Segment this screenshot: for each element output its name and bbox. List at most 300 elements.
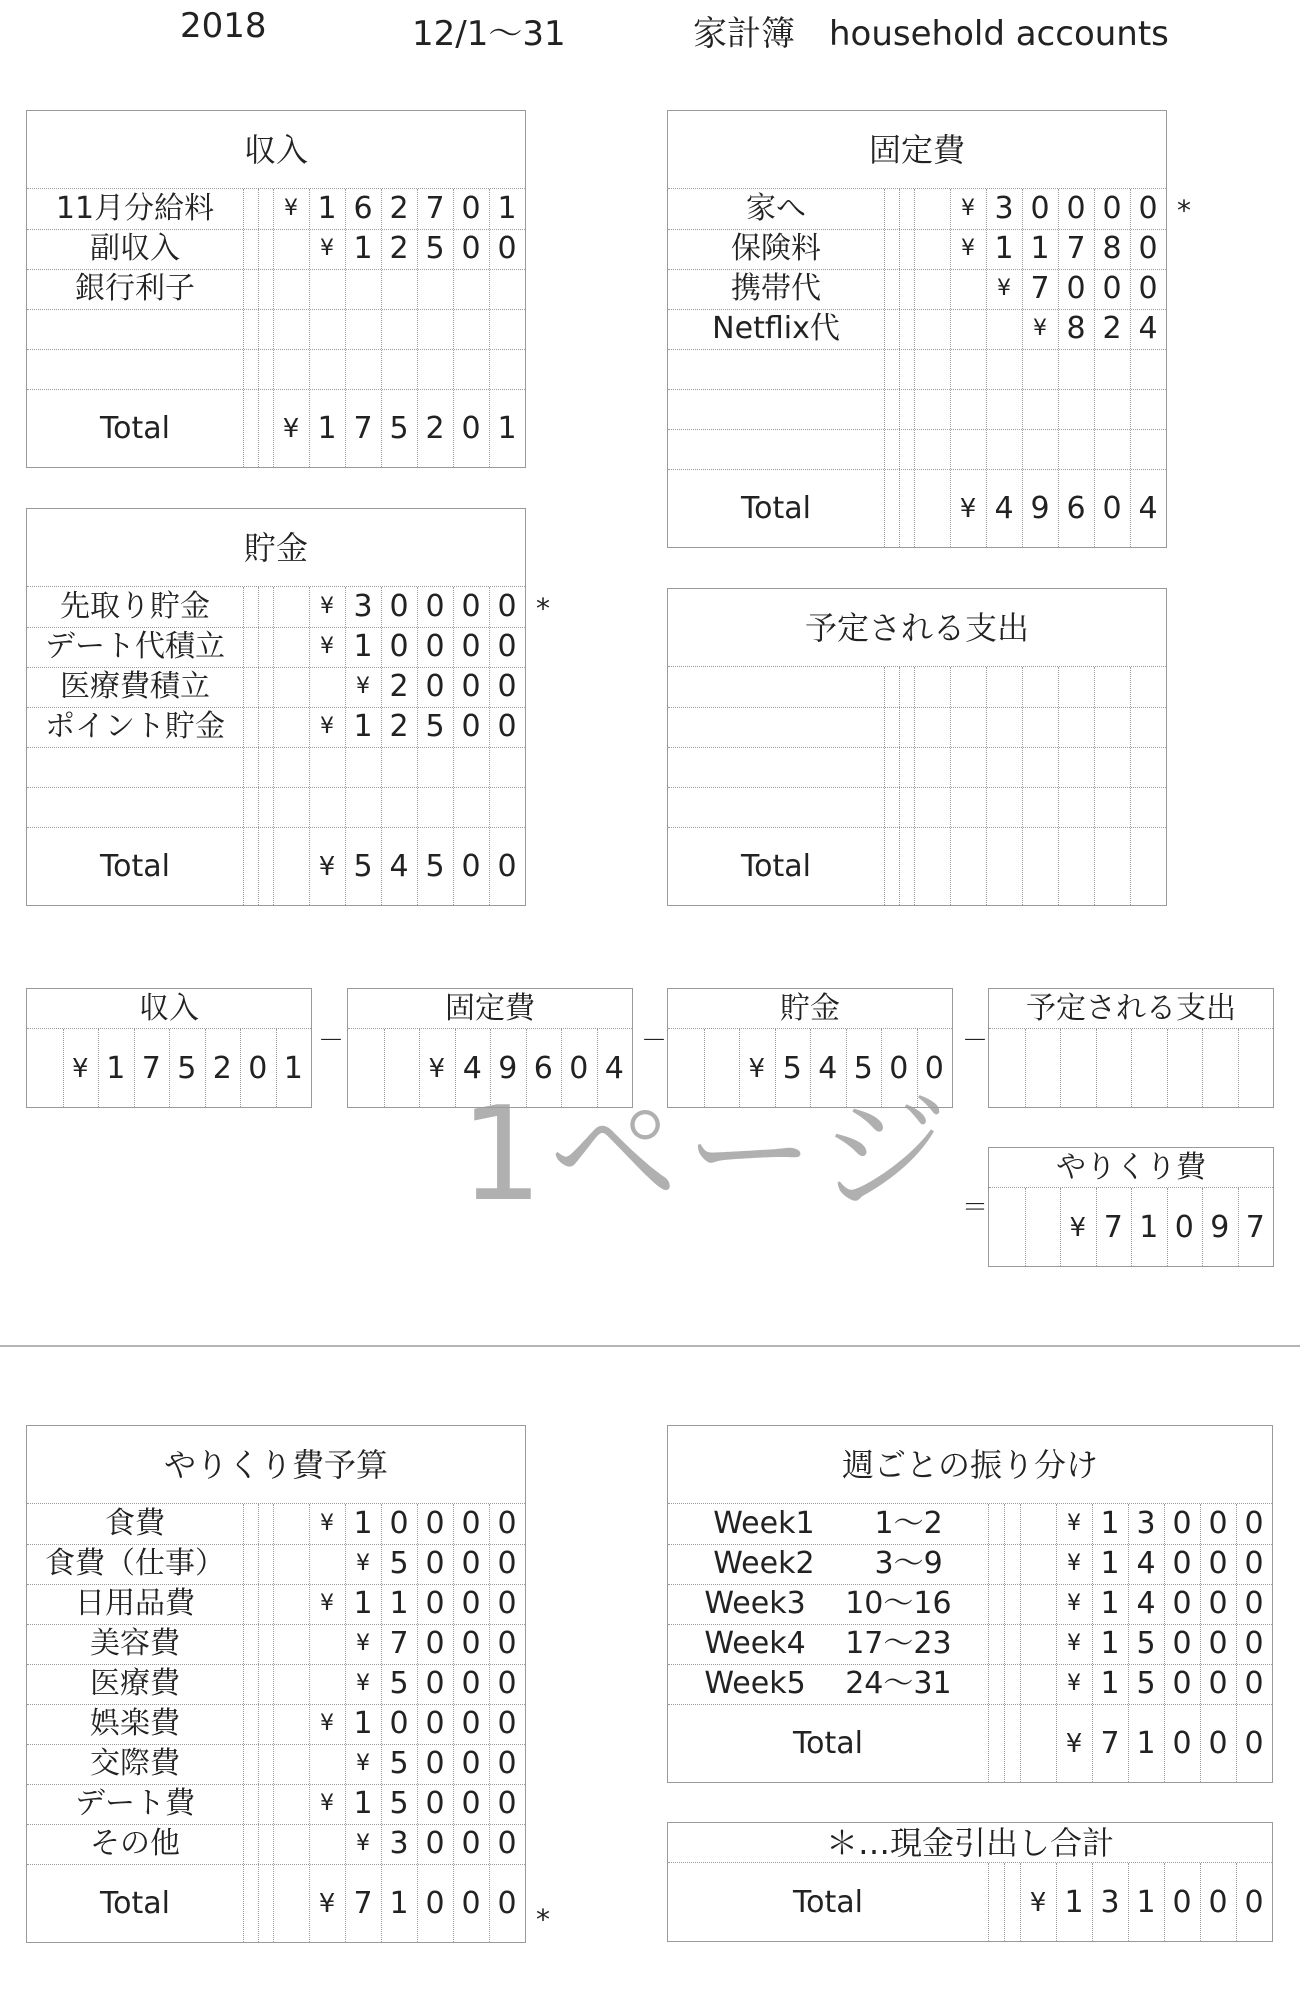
- summary-digit-cell: 4: [818, 1051, 838, 1086]
- cash-digit-cell: 0: [1244, 1885, 1264, 1920]
- planned-digit-cell: [950, 827, 986, 907]
- summary-digit-cell: ¥: [1069, 1213, 1087, 1243]
- summary-digit-cell: 4: [462, 1051, 482, 1086]
- income-digit-cell: 5: [389, 411, 409, 446]
- savings-digit-cell: [489, 787, 525, 827]
- summary-digit-cell: 5: [853, 1051, 873, 1086]
- row-label: Week2 3～9: [713, 1546, 943, 1581]
- income-digit-cell: [273, 269, 309, 309]
- row-label: その他: [90, 1826, 180, 1861]
- budget-digit-cell: [273, 1824, 309, 1864]
- planned-digit-cell: [986, 707, 1022, 747]
- fixed-digit-cell: [1130, 349, 1166, 389]
- weekly-digit-cell: 1: [1100, 1546, 1120, 1581]
- fixed-digit-cell: [1094, 349, 1130, 389]
- budget-digit-cell: 5: [389, 1546, 409, 1581]
- section-title: 週ごとの振り分け: [668, 1426, 1272, 1504]
- weekly-digit-cell: 1: [1100, 1626, 1120, 1661]
- row-label: [27, 747, 243, 787]
- budget-digit-cell: 0: [497, 1786, 517, 1821]
- budget-digit-cell: 1: [353, 1586, 373, 1621]
- fixed-digit-cell: [950, 429, 986, 469]
- budget-digit-cell: 5: [389, 1786, 409, 1821]
- savings-digit-cell: ¥: [320, 594, 334, 619]
- budget-digit-cell: ¥: [356, 1551, 370, 1576]
- savings-digit-cell: 3: [353, 589, 373, 624]
- budget-digit-cell: 0: [425, 1586, 445, 1621]
- budget-digit-cell: ¥: [356, 1671, 370, 1696]
- weekly-digit-cell: 1: [1136, 1726, 1156, 1761]
- grid-line: [258, 587, 259, 905]
- row-label: [668, 389, 884, 429]
- income-digit-cell: 1: [317, 191, 337, 226]
- summary-digit-cell: 7: [141, 1051, 161, 1086]
- minus-operator: －: [318, 1026, 345, 1056]
- row-label: Week4 17～23: [704, 1626, 952, 1661]
- row-label: 医療費積立: [60, 669, 210, 704]
- planned-digit-cell: [1094, 667, 1130, 707]
- fixed-digit-cell: 6: [1066, 491, 1086, 526]
- summary-digit-cell: [1167, 1029, 1203, 1109]
- income-digit-cell: [489, 349, 525, 389]
- budget-digit-cell: 0: [389, 1706, 409, 1741]
- budget-digit-cell: 0: [461, 1506, 481, 1541]
- section-title: 収入: [27, 111, 525, 189]
- row-label: 美容費: [90, 1626, 180, 1661]
- income-digit-cell: ¥: [284, 196, 298, 221]
- income-digit-cell: ¥: [282, 414, 300, 444]
- row-label: [668, 707, 884, 747]
- page-break-line: [0, 1345, 1300, 1347]
- summary-digit-cell: [1025, 1029, 1061, 1109]
- weekly-digit-cell: ¥: [1067, 1511, 1081, 1536]
- row-label: [27, 309, 243, 349]
- total-label: Total: [740, 849, 812, 884]
- budget-digit-cell: 0: [425, 1666, 445, 1701]
- income-digit-cell: 1: [353, 231, 373, 266]
- income-digit-cell: [345, 349, 381, 389]
- summary-digit-cell: 1: [106, 1051, 126, 1086]
- savings-digit-cell: [273, 787, 309, 827]
- summary-digit-cell: [1025, 1188, 1061, 1268]
- fixed-digit-cell: [986, 429, 1022, 469]
- fixed-digit-cell: [950, 349, 986, 389]
- section-savings: [26, 508, 526, 906]
- budget-digit-cell: [273, 1664, 309, 1704]
- fixed-digit-cell: [914, 229, 950, 269]
- row-label: 医療費: [90, 1666, 180, 1701]
- row-label: 食費: [105, 1506, 165, 1541]
- summary-digit-cell: 1: [1139, 1210, 1159, 1245]
- fixed-digit-cell: 0: [1030, 191, 1050, 226]
- fixed-digit-cell: ¥: [997, 276, 1011, 301]
- fixed-digit-cell: 4: [1138, 311, 1158, 346]
- summary-digit-cell: [989, 1029, 1025, 1109]
- fixed-digit-cell: 7: [1066, 231, 1086, 266]
- planned-digit-cell: [1022, 707, 1058, 747]
- income-digit-cell: [273, 309, 309, 349]
- fixed-digit-cell: 0: [1138, 191, 1158, 226]
- savings-digit-cell: 5: [353, 849, 373, 884]
- fixed-digit-cell: 3: [994, 191, 1014, 226]
- fixed-digit-cell: [950, 309, 986, 349]
- planned-digit-cell: [1130, 827, 1166, 907]
- summary-sum-savings: [667, 988, 953, 1108]
- page-watermark: 1ページ: [460, 1078, 955, 1230]
- fixed-digit-cell: 1: [994, 231, 1014, 266]
- savings-digit-cell: ¥: [356, 674, 370, 699]
- weekly-digit-cell: 1: [1100, 1586, 1120, 1621]
- summary-title: 貯金: [668, 989, 952, 1029]
- grid-line: [1004, 1504, 1005, 1782]
- summary-sum-fixed: [347, 988, 633, 1108]
- savings-digit-cell: [273, 627, 309, 667]
- fixed-digit-cell: [914, 389, 950, 429]
- income-digit-cell: 0: [461, 231, 481, 266]
- budget-digit-cell: 0: [425, 1706, 445, 1741]
- weekly-digit-cell: 0: [1244, 1666, 1264, 1701]
- income-digit-cell: [309, 269, 345, 309]
- budget-digit-cell: 0: [461, 1706, 481, 1741]
- income-digit-cell: [309, 349, 345, 389]
- grid-line: [243, 189, 244, 467]
- section-title: ＊…現金引出し合計: [668, 1823, 1272, 1863]
- planned-digit-cell: [986, 827, 1022, 907]
- summary-digit-cell: [384, 1029, 420, 1109]
- planned-digit-cell: [1058, 827, 1094, 907]
- summary-digit-cell: 0: [248, 1051, 268, 1086]
- section-title: やりくり費予算: [27, 1426, 525, 1504]
- planned-digit-cell: [950, 667, 986, 707]
- budget-digit-cell: 0: [425, 1886, 445, 1921]
- income-digit-cell: 2: [389, 231, 409, 266]
- summary-digit-cell: 5: [782, 1051, 802, 1086]
- weekly-digit-cell: 3: [1136, 1506, 1156, 1541]
- budget-digit-cell: ¥: [320, 1791, 334, 1816]
- budget-digit-cell: 1: [389, 1886, 409, 1921]
- weekly-digit-cell: ¥: [1067, 1591, 1081, 1616]
- fixed-digit-cell: [1058, 349, 1094, 389]
- income-digit-cell: ¥: [320, 236, 334, 261]
- weekly-digit-cell: 0: [1208, 1626, 1228, 1661]
- row-label: ポイント貯金: [45, 709, 225, 744]
- cash-digit-cell: 3: [1100, 1885, 1120, 1920]
- planned-digit-cell: [914, 747, 950, 787]
- fixed-digit-cell: [1058, 389, 1094, 429]
- budget-digit-cell: 0: [461, 1586, 481, 1621]
- weekly-digit-cell: 4: [1136, 1546, 1156, 1581]
- budget-digit-cell: 0: [425, 1826, 445, 1861]
- summary-digit-cell: [1238, 1029, 1274, 1109]
- row-label: Week1 1～2: [713, 1506, 943, 1541]
- savings-digit-cell: 0: [497, 849, 517, 884]
- budget-digit-cell: 0: [461, 1546, 481, 1581]
- savings-digit-cell: [309, 667, 345, 707]
- summary-digit-cell: [704, 1029, 740, 1109]
- savings-digit-cell: 2: [389, 669, 409, 704]
- budget-digit-cell: [309, 1664, 345, 1704]
- fixed-digit-cell: 0: [1102, 191, 1122, 226]
- planned-digit-cell: [1130, 787, 1166, 827]
- savings-digit-cell: ¥: [318, 852, 336, 882]
- summary-digit-cell: [1202, 1029, 1238, 1109]
- equals-operator: ＝: [962, 1193, 989, 1223]
- header-period: 12/1～31: [412, 14, 566, 54]
- budget-digit-cell: 0: [389, 1506, 409, 1541]
- summary-digit-cell: 2: [212, 1051, 232, 1086]
- weekly-digit-cell: 0: [1208, 1506, 1228, 1541]
- row-label: 銀行利子: [75, 271, 195, 306]
- weekly-digit-cell: 1: [1100, 1506, 1120, 1541]
- budget-digit-cell: 0: [497, 1546, 517, 1581]
- budget-digit-cell: 7: [389, 1626, 409, 1661]
- total-label: Total: [740, 491, 812, 526]
- budget-digit-cell: ¥: [356, 1831, 370, 1856]
- row-label: 携帯代: [731, 271, 821, 306]
- planned-digit-cell: [914, 787, 950, 827]
- grid-line: [243, 587, 244, 905]
- savings-digit-cell: [381, 747, 417, 787]
- row-label: 家へ: [746, 191, 806, 226]
- weekly-digit-cell: 5: [1136, 1626, 1156, 1661]
- row-label: 11月分給料: [55, 191, 215, 226]
- fixed-digit-cell: 0: [1066, 191, 1086, 226]
- savings-digit-cell: 1: [353, 629, 373, 664]
- savings-digit-cell: 0: [461, 629, 481, 664]
- fixed-digit-cell: [986, 389, 1022, 429]
- fixed-digit-cell: [986, 349, 1022, 389]
- fixed-digit-cell: [914, 309, 950, 349]
- grid-line: [899, 189, 900, 547]
- fixed-digit-cell: 0: [1138, 231, 1158, 266]
- section-weekly: [667, 1425, 1273, 1783]
- income-digit-cell: [273, 349, 309, 389]
- summary-digit-cell: 9: [498, 1051, 518, 1086]
- income-digit-cell: 7: [353, 411, 373, 446]
- savings-digit-cell: 0: [497, 669, 517, 704]
- income-digit-cell: 0: [461, 191, 481, 226]
- weekly-digit-cell: 0: [1244, 1726, 1264, 1761]
- fixed-digit-cell: [1094, 429, 1130, 469]
- savings-digit-cell: 0: [461, 669, 481, 704]
- budget-digit-cell: 1: [389, 1586, 409, 1621]
- planned-digit-cell: [950, 707, 986, 747]
- savings-digit-cell: [417, 787, 453, 827]
- savings-digit-cell: [381, 787, 417, 827]
- budget-digit-cell: [309, 1624, 345, 1664]
- budget-digit-cell: [273, 1504, 309, 1544]
- weekly-digit-cell: 1: [1100, 1666, 1120, 1701]
- summary-digit-cell: 1: [283, 1051, 303, 1086]
- budget-digit-cell: 0: [461, 1826, 481, 1861]
- fixed-digit-cell: [950, 269, 986, 309]
- planned-digit-cell: [1130, 667, 1166, 707]
- summary-digit-cell: 6: [533, 1051, 553, 1086]
- weekly-digit-cell: 5: [1136, 1666, 1156, 1701]
- savings-digit-cell: 0: [461, 849, 481, 884]
- summary-digit-cell: 0: [889, 1051, 909, 1086]
- row-star-mark: *: [1177, 194, 1191, 227]
- row-label: [27, 787, 243, 827]
- fixed-digit-cell: [914, 349, 950, 389]
- row-label: 交際費: [90, 1746, 180, 1781]
- weekly-digit-cell: ¥: [1067, 1551, 1081, 1576]
- income-digit-cell: 1: [497, 191, 517, 226]
- summary-digit-cell: ¥: [428, 1054, 446, 1084]
- planned-digit-cell: [986, 667, 1022, 707]
- planned-digit-cell: [986, 747, 1022, 787]
- fixed-digit-cell: [1022, 429, 1058, 469]
- weekly-digit-cell: [1020, 1624, 1056, 1664]
- summary-digit-cell: [1060, 1029, 1096, 1109]
- income-digit-cell: [417, 309, 453, 349]
- savings-digit-cell: 0: [425, 589, 445, 624]
- summary-digit-cell: [668, 1029, 704, 1109]
- fixed-digit-cell: [986, 309, 1022, 349]
- income-digit-cell: [453, 309, 489, 349]
- income-digit-cell: 5: [425, 231, 445, 266]
- weekly-digit-cell: [1020, 1504, 1056, 1544]
- budget-digit-cell: [309, 1744, 345, 1784]
- income-digit-cell: 2: [389, 191, 409, 226]
- summary-digit-cell: [1131, 1029, 1167, 1109]
- summary-digit-cell: 0: [569, 1051, 589, 1086]
- budget-digit-cell: 0: [425, 1546, 445, 1581]
- row-label: デート費: [75, 1786, 195, 1821]
- row-label: 娯楽費: [90, 1706, 180, 1741]
- budget-digit-cell: 1: [353, 1506, 373, 1541]
- budget-digit-cell: 0: [497, 1746, 517, 1781]
- savings-digit-cell: 0: [497, 589, 517, 624]
- weekly-digit-cell: [1020, 1664, 1056, 1704]
- row-label: 先取り貯金: [60, 589, 210, 624]
- grid-line: [258, 1504, 259, 1942]
- income-digit-cell: [489, 269, 525, 309]
- total-label: Total: [99, 849, 171, 884]
- planned-digit-cell: [1022, 787, 1058, 827]
- savings-digit-cell: [453, 747, 489, 787]
- section-planned: [667, 588, 1167, 906]
- savings-digit-cell: 1: [353, 709, 373, 744]
- fixed-digit-cell: 4: [1138, 491, 1158, 526]
- fixed-digit-cell: ¥: [961, 196, 975, 221]
- grid-line: [1004, 1863, 1005, 1941]
- row-label: 保険料: [731, 231, 821, 266]
- row-label: 食費（仕事）: [45, 1546, 225, 1581]
- fixed-digit-cell: 0: [1102, 491, 1122, 526]
- fixed-digit-cell: 4: [994, 491, 1014, 526]
- planned-digit-cell: [1094, 747, 1130, 787]
- total-label: Total: [792, 1885, 864, 1920]
- income-digit-cell: [417, 269, 453, 309]
- income-digit-cell: 2: [425, 411, 445, 446]
- savings-digit-cell: 0: [425, 669, 445, 704]
- summary-sum-planned: [988, 988, 1274, 1108]
- budget-digit-cell: [273, 1864, 309, 1944]
- income-digit-cell: [345, 309, 381, 349]
- budget-digit-cell: 0: [497, 1886, 517, 1921]
- budget-digit-cell: 0: [497, 1586, 517, 1621]
- planned-digit-cell: [1022, 827, 1058, 907]
- planned-digit-cell: [1058, 707, 1094, 747]
- fixed-digit-cell: 0: [1138, 271, 1158, 306]
- summary-sum-income: [26, 988, 312, 1108]
- fixed-digit-cell: [914, 189, 950, 229]
- grid-line: [988, 1504, 989, 1782]
- cash-digit-cell: 1: [1136, 1885, 1156, 1920]
- planned-digit-cell: [1130, 707, 1166, 747]
- savings-digit-cell: 4: [389, 849, 409, 884]
- savings-digit-cell: 2: [389, 709, 409, 744]
- fixed-digit-cell: 9: [1030, 491, 1050, 526]
- income-digit-cell: [381, 349, 417, 389]
- summary-digit-cell: 7: [1245, 1210, 1265, 1245]
- fixed-digit-cell: 7: [1030, 271, 1050, 306]
- weekly-digit-cell: 0: [1208, 1726, 1228, 1761]
- cash-digit-cell: 0: [1208, 1885, 1228, 1920]
- budget-digit-cell: 3: [389, 1826, 409, 1861]
- savings-digit-cell: 0: [461, 709, 481, 744]
- savings-digit-cell: 0: [461, 589, 481, 624]
- budget-digit-cell: 5: [389, 1666, 409, 1701]
- planned-digit-cell: [1094, 787, 1130, 827]
- weekly-digit-cell: 0: [1172, 1506, 1192, 1541]
- budget-digit-cell: ¥: [320, 1711, 334, 1736]
- savings-digit-cell: [273, 747, 309, 787]
- budget-digit-cell: [273, 1784, 309, 1824]
- income-digit-cell: 1: [497, 411, 517, 446]
- section-title: 固定費: [668, 111, 1166, 189]
- savings-digit-cell: 0: [389, 629, 409, 664]
- section-title: 貯金: [27, 509, 525, 587]
- budget-digit-cell: 0: [497, 1626, 517, 1661]
- savings-digit-cell: [309, 787, 345, 827]
- weekly-digit-cell: 0: [1172, 1626, 1192, 1661]
- planned-digit-cell: [950, 787, 986, 827]
- income-digit-cell: 6: [353, 191, 373, 226]
- fixed-digit-cell: [1058, 429, 1094, 469]
- budget-digit-cell: 0: [497, 1666, 517, 1701]
- savings-digit-cell: 0: [389, 589, 409, 624]
- row-label: 副収入: [90, 231, 180, 266]
- savings-digit-cell: 5: [425, 709, 445, 744]
- planned-digit-cell: [1058, 747, 1094, 787]
- weekly-digit-cell: 0: [1172, 1726, 1192, 1761]
- grid-line: [243, 1504, 244, 1942]
- row-label: [668, 349, 884, 389]
- budget-digit-cell: 0: [461, 1666, 481, 1701]
- weekly-digit-cell: ¥: [1067, 1671, 1081, 1696]
- section-fixed: [667, 110, 1167, 548]
- weekly-digit-cell: 4: [1136, 1586, 1156, 1621]
- minus-operator: －: [641, 1026, 668, 1056]
- fixed-digit-cell: [914, 269, 950, 309]
- total-label: Total: [99, 411, 171, 446]
- summary-digit-cell: 9: [1210, 1210, 1230, 1245]
- savings-digit-cell: [453, 787, 489, 827]
- fixed-digit-cell: [1130, 389, 1166, 429]
- section-cash: [667, 1822, 1273, 1942]
- row-label: [668, 787, 884, 827]
- budget-digit-cell: [309, 1824, 345, 1864]
- summary-digit-cell: [27, 1029, 63, 1109]
- row-star-mark: *: [536, 592, 550, 625]
- summary-digit-cell: 0: [924, 1051, 944, 1086]
- budget-digit-cell: ¥: [356, 1631, 370, 1656]
- fixed-digit-cell: 8: [1102, 231, 1122, 266]
- summary-title: 収入: [27, 989, 311, 1029]
- section-title: 予定される支出: [668, 589, 1166, 667]
